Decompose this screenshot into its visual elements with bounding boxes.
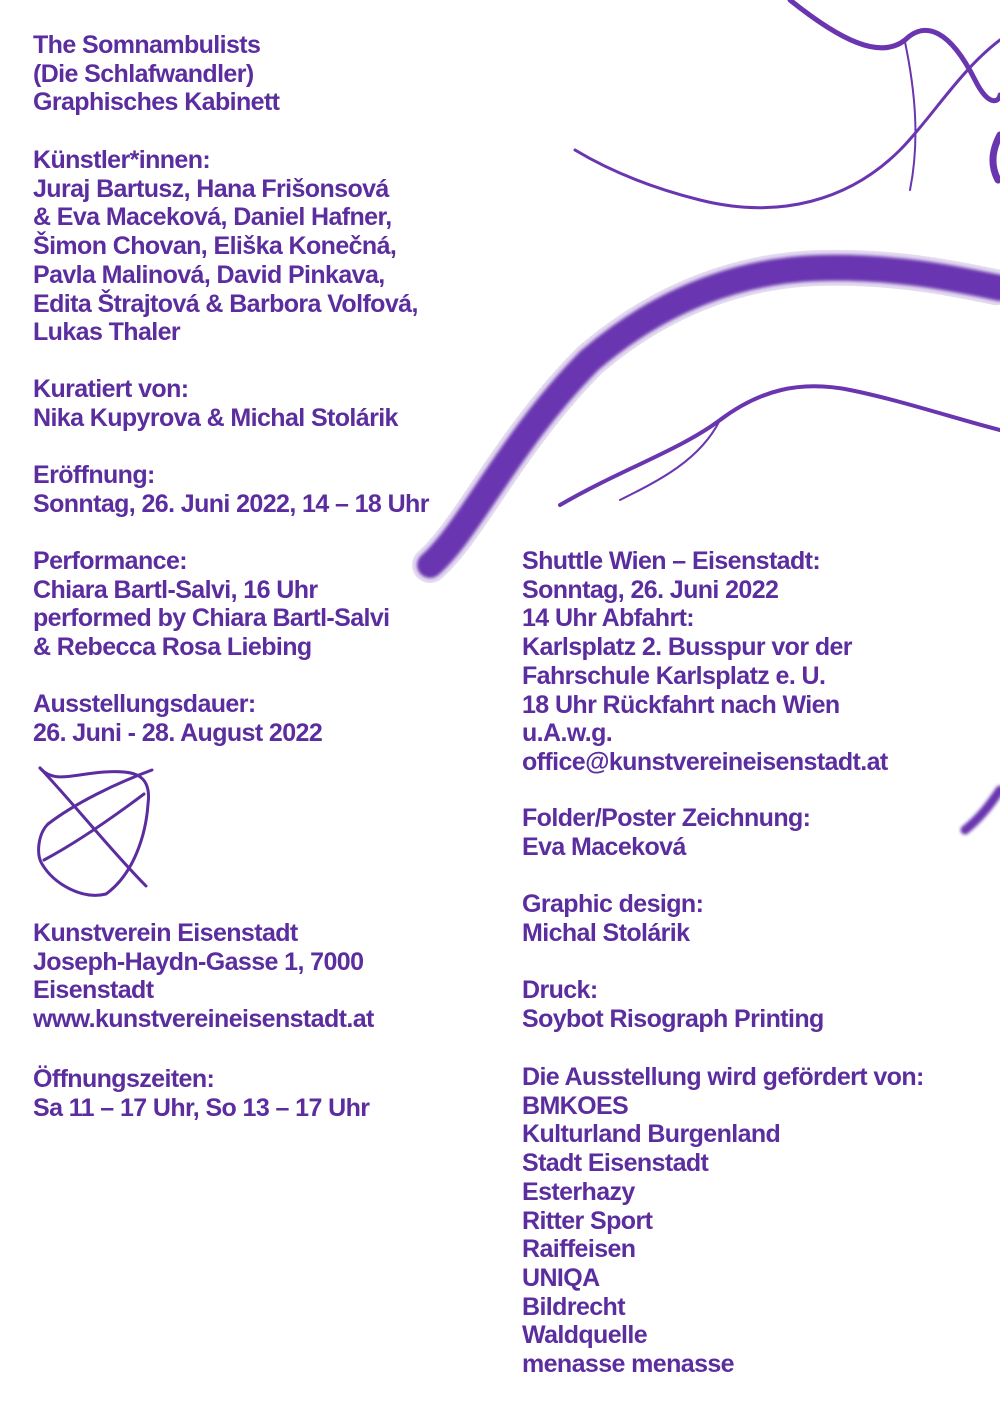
performance-line: & Rebecca Rosa Liebing [33,633,312,662]
performance-line: Chiara Bartl-Salvi, 16 Uhr [33,575,318,604]
exhibition-title [33,31,279,117]
shuttle-line: 18 Uhr Rückfahrt nach Wien [522,690,840,719]
performance-section [33,547,390,662]
sponsor-item: Kulturland Burgenland [522,1120,781,1149]
shuttle-line: Karlsplatz 2. Busspur vor der [522,633,852,662]
design-credit-line: Michal Stolárik [522,918,690,947]
design-credit-heading: Graphic design: [522,890,704,918]
title-line: The Somnambulists [33,31,261,59]
artists-line: & Eva Maceková, Daniel Hafner, [33,203,392,232]
shuttle-line: Sonntag, 26. Juni 2022 [522,575,779,604]
shuttle-heading: Shuttle Wien – Eisenstadt: [522,547,821,575]
artists-line: Edita Štrajtová & Barbora Volfová, [33,289,418,318]
print-credit-line: Soybot Risograph Printing [522,1004,824,1033]
print-credit-section [522,976,824,1033]
venue-city: Eisenstadt [33,976,154,1005]
curators-section [33,375,398,432]
opening-section [33,461,429,518]
artists-line: Pavla Malinová, David Pinkava, [33,260,385,289]
opening-heading: Eröffnung: [33,461,155,489]
shuttle-email-link[interactable]: office@kunstvereineisenstadt.at [522,747,888,776]
artists-line: Juraj Bartusz, Hana Frišonsová [33,174,389,203]
performance-line: performed by Chiara Bartl-Salvi [33,604,390,633]
sponsor-item: Bildrecht [522,1292,625,1321]
curators-heading: Kuratiert von: [33,375,189,403]
title-line: (Die Schlafwandler) [33,59,254,88]
venue-section [33,919,374,1034]
sponsor-item: UNIQA [522,1263,600,1292]
scribble-logo-icon [34,764,154,898]
sponsor-item: menasse menasse [522,1350,734,1379]
shuttle-section [522,547,888,777]
artists-line: Šimon Chovan, Eliška Konečná, [33,232,397,261]
sponsor-item: Waldquelle [522,1321,648,1350]
duration-heading: Ausstellungsdauer: [33,690,256,718]
opening-line: Sonntag, 26. Juni 2022, 14 – 18 Uhr [33,489,429,518]
sponsor-item: Esterhazy [522,1177,635,1206]
venue-website-link[interactable]: www.kunstvereineisenstadt.at [33,1005,374,1034]
design-credit-section [522,890,703,947]
drawing-credit-section [522,804,810,861]
sponsors-section [522,1063,924,1379]
sponsor-item: BMKOES [522,1091,629,1120]
sponsor-item: Raiffeisen [522,1235,636,1264]
hours-line: Sa 11 – 17 Uhr, So 13 – 17 Uhr [33,1093,370,1122]
venue-name: Kunstverein Eisenstadt [33,919,298,947]
sponsor-item: Ritter Sport [522,1206,653,1235]
hours-heading: Öffnungszeiten: [33,1065,215,1093]
drawing-credit-heading: Folder/Poster Zeichnung: [522,804,811,832]
duration-line: 26. Juni - 28. August 2022 [33,718,323,747]
artists-heading: Künstler*innen: [33,146,211,174]
title-line: Graphisches Kabinett [33,88,280,117]
sponsors-heading: Die Ausstellung wird gefördert von: [522,1063,924,1091]
shuttle-line: u.A.w.g. [522,719,613,748]
sponsor-item: Stadt Eisenstadt [522,1149,709,1178]
shuttle-line: Fahrschule Karlsplatz e. U. [522,661,826,690]
hours-section [33,1065,369,1122]
venue-address: Joseph-Haydn-Gasse 1, 7000 [33,947,364,976]
curators-line: Nika Kupyrova & Michal Stolárik [33,403,398,432]
drawing-credit-line: Eva Maceková [522,832,686,861]
print-credit-heading: Druck: [522,976,598,1004]
duration-section [33,690,322,747]
artists-line: Lukas Thaler [33,318,181,347]
performance-heading: Performance: [33,547,187,575]
shuttle-line: 14 Uhr Abfahrt: [522,604,695,633]
artists-section [33,146,418,347]
